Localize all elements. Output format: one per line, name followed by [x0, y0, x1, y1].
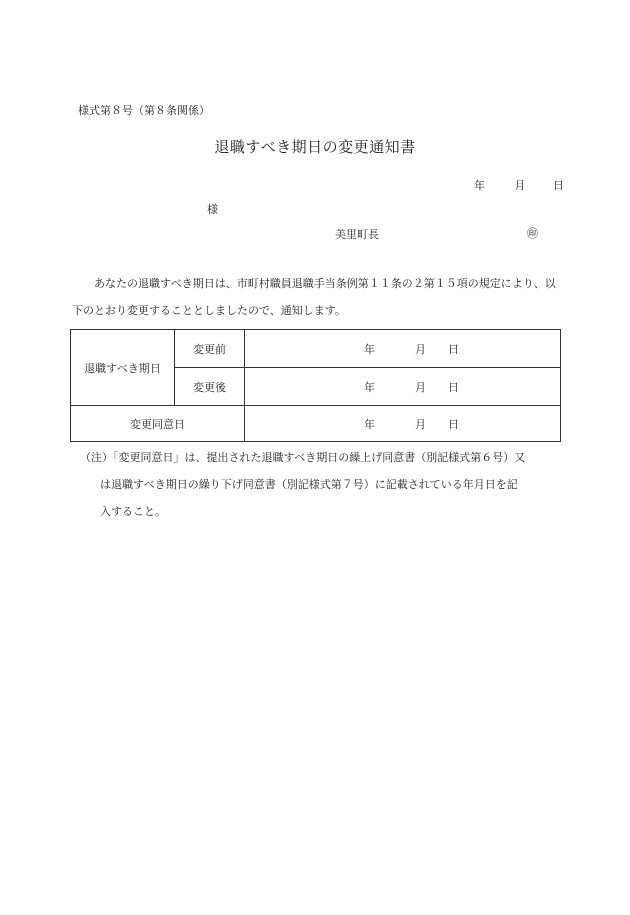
document-title: 退職すべき期日の変更通知書	[214, 138, 416, 156]
after-year: 年	[364, 380, 375, 394]
consent-label: 変更同意日	[71, 406, 245, 442]
retirement-date-header: 退職すべき期日	[71, 330, 175, 406]
consent-day: 日	[448, 417, 459, 431]
addressee-suffix: 様	[207, 203, 218, 216]
consent-year: 年	[364, 417, 375, 431]
form-number: 様式第８号（第８条関係）	[78, 104, 210, 117]
before-label: 変更前	[175, 330, 245, 368]
consent-month: 月	[415, 417, 426, 431]
before-month: 月	[415, 342, 426, 356]
table-row-consent	[71, 406, 561, 442]
consent-date	[245, 406, 561, 442]
after-month: 月	[415, 380, 426, 394]
before-year: 年	[364, 342, 375, 356]
issue-date	[474, 177, 564, 193]
notice-body: あなたの退職すべき期日は、市町村職員退職手当条例第１１条の２第１５項の規定により、以下のとおり変更することとしましたので、通知します。	[72, 277, 556, 317]
seal-mark: ㊞	[527, 227, 538, 240]
after-label: 変更後	[175, 368, 245, 406]
after-day: 日	[448, 380, 459, 394]
date-month: 月	[514, 179, 526, 192]
change-table	[70, 329, 561, 442]
before-date	[245, 330, 561, 368]
footnote-line-1: （注）「変更同意日」は、提出された退職すべき期日の繰上げ同意書（別記様式第６号）又	[80, 451, 526, 464]
sender-name: 美里町長	[335, 228, 379, 241]
footnote-line-2: は退職すべき期日の繰り下げ同意書（別記様式第７号）に記載されている年月日を記	[100, 478, 518, 491]
date-day: 日	[553, 179, 564, 192]
table-row-before	[71, 330, 561, 368]
date-year: 年	[474, 179, 485, 192]
footnote-line-3: 入すること。	[100, 505, 166, 518]
before-day: 日	[448, 342, 459, 356]
footnote	[80, 444, 565, 525]
after-date	[245, 368, 561, 406]
